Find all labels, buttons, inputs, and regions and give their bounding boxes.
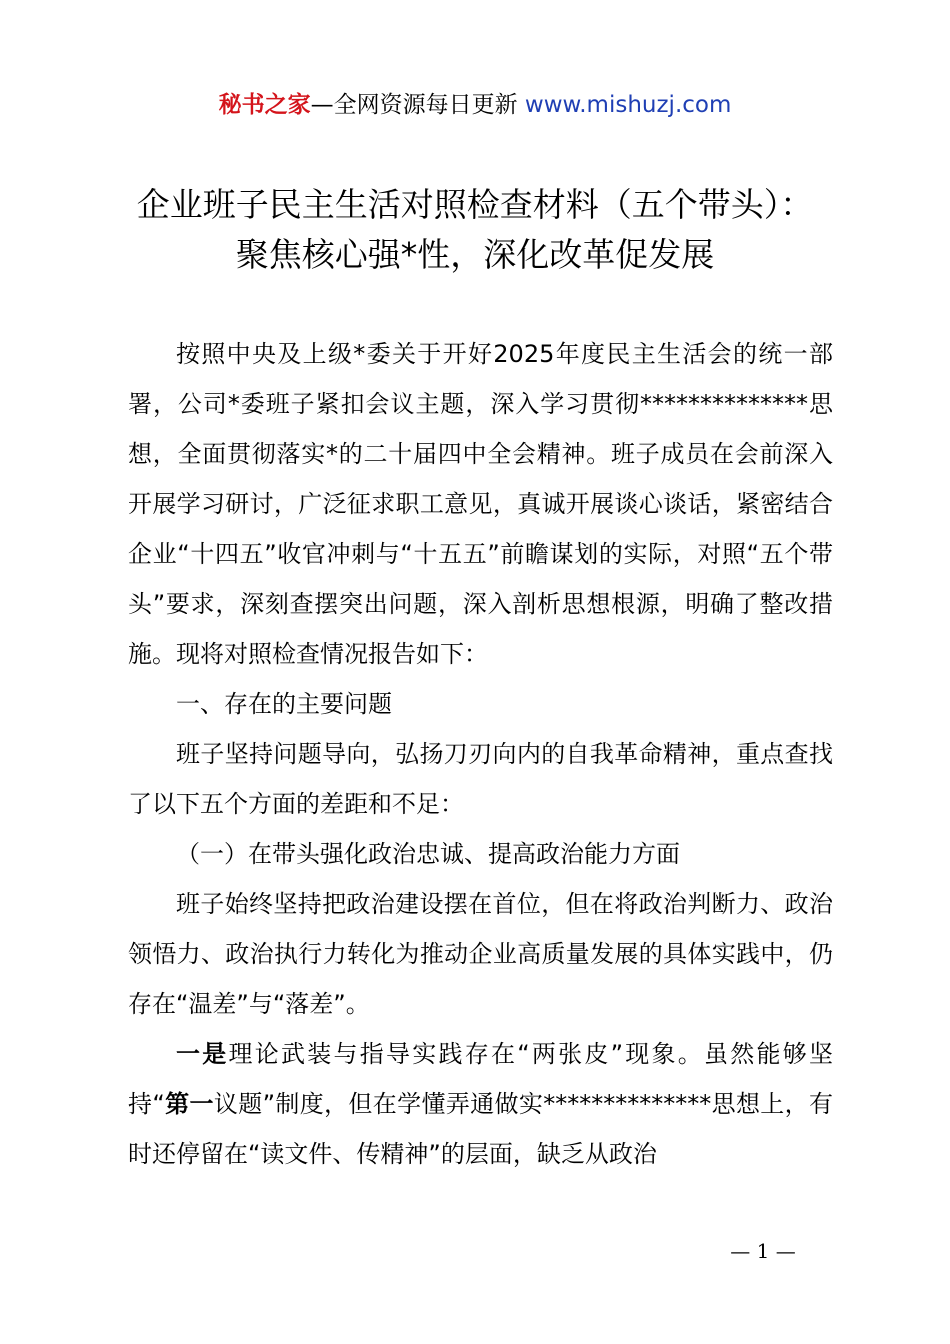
document-title — [0, 180, 950, 280]
section-1-paragraph: 班子坚持问题导向，弘扬刀刃向内的自我革命精神，重点查找了以下五个方面的差距和不足： — [128, 740, 833, 818]
header-tagline: —全网资源每日更新 — [310, 92, 518, 118]
point-1-label: 一是 — [176, 1040, 229, 1068]
section-heading-1: 一、存在的主要问题 — [176, 690, 392, 718]
title-line-1: 企业班子民主生活对照检查材料（五个带头）： — [136, 185, 814, 224]
subsection-1-paragraph: 班子始终坚持把政治建设摆在首位，但在将政治判断力、政治领悟力、政治执行力转化为推动企业高质量发展的具体实践中，仍存在“温差”与“落差”。 — [128, 890, 833, 1018]
site-header — [0, 88, 950, 122]
page-number: — 1 — — [730, 1239, 796, 1263]
intro-paragraph: 按照中央及上级*委关于开好2025年度民主生活会的统一部署，公司*委班子紧扣会议主题，深入学习贯彻**************思想，全面贯彻落实*的二十届四中全会精神。班子成员在会前深入开展学习研讨，广泛征求职工意见，真诚开展谈心谈话，紧密结合企业“十四五”收官冲刺与“十五五”前瞻谋划的实际，对照“五个带头”要求，深刻查摆突出问题，深入剖析思想根源，明确了整改措施。现将对照检查情况报告如下： — [128, 340, 833, 668]
document-body — [128, 329, 833, 1179]
point-1-paragraph — [128, 1029, 833, 1179]
site-url-link[interactable]: www.mishuzj.com — [524, 92, 732, 118]
point-1-text-b: 议题”制度，但在学懂弄通做实**************思想上，有时还停留在“读文件、传精神”的层面，缺乏从政治 — [128, 1090, 834, 1168]
brand-name: 秘书之家 — [218, 92, 311, 118]
title-line-2: 聚焦核心强*性，深化改革促发展 — [235, 235, 715, 274]
point-1-bold: 第一 — [164, 1090, 214, 1118]
point-1-text-a: 理论武装与指导实践存在“两张皮”现象。虽然能够坚持“ — [128, 1040, 834, 1118]
subsection-heading-1: （一）在带头强化政治忠诚、提高政治能力方面 — [176, 840, 680, 868]
